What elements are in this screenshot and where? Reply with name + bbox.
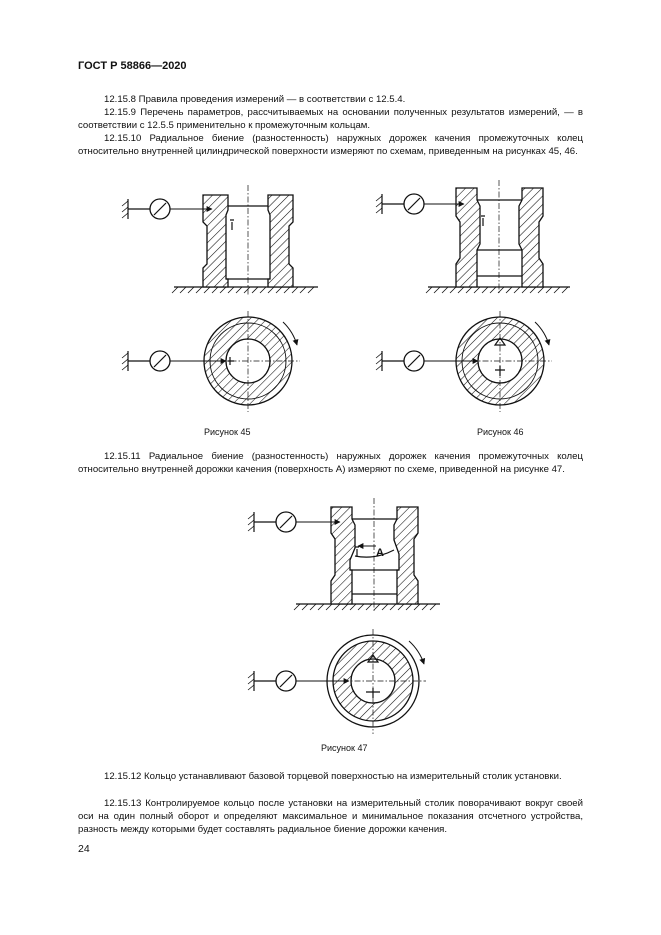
document-header: ГОСТ Р 58866—2020 xyxy=(78,60,187,72)
paragraph-12-15-13: 12.15.13 Контролируемое кольцо после установки на измерительный столик поворачивают вокруг своей оси на один полный оборот и определяют максимальное и минимальное показания отсчетного устройства, разность между которыми будет составлять радиальное биение дорожки качения. xyxy=(78,798,583,836)
figure-45-caption: Рисунок 45 xyxy=(204,427,251,437)
fig47-gauge xyxy=(248,512,340,532)
fig46-section xyxy=(426,180,570,295)
fig45-gauge xyxy=(122,199,212,219)
surface-a-label: А xyxy=(376,547,384,559)
fig46-gauge xyxy=(376,194,464,214)
fig47-section xyxy=(294,498,440,612)
page-number: 24 xyxy=(78,843,90,855)
paragraph-12-15-11: 12.15.11 Радиальное биение (разностенность) наружных дорожек качения промежуточных колец относительно внутренней дорожки качения (поверхность А) измеряют по схеме, приведенной на рисунке 47. xyxy=(78,451,583,476)
fig45-section xyxy=(172,185,318,295)
paragraph-12-15-12: 12.15.12 Кольцо устанавливают базовой торцевой поверхностью на измерительный столик установки. xyxy=(104,771,562,782)
figure-47-caption: Рисунок 47 xyxy=(321,743,368,753)
paragraph-12-15-9: 12.15.9 Перечень параметров, рассчитываемых на основании полученных результатов измерений, — в соответствии с 12.5.5 применительно к промежуточным кольцам. xyxy=(78,107,583,132)
paragraph-12-15-8: 12.15.8 Правила проведения измерений — в соответствии с 12.5.4. xyxy=(104,94,406,105)
paragraph-12-15-10: 12.15.10 Радиальное биение (разностенность) наружных дорожек качения промежуточных колец относительно внутренней цилиндрической поверхности измеряют по схемам, приведенным на рисунках 45, 46. xyxy=(78,133,583,158)
figure-46-caption: Рисунок 46 xyxy=(477,427,524,437)
